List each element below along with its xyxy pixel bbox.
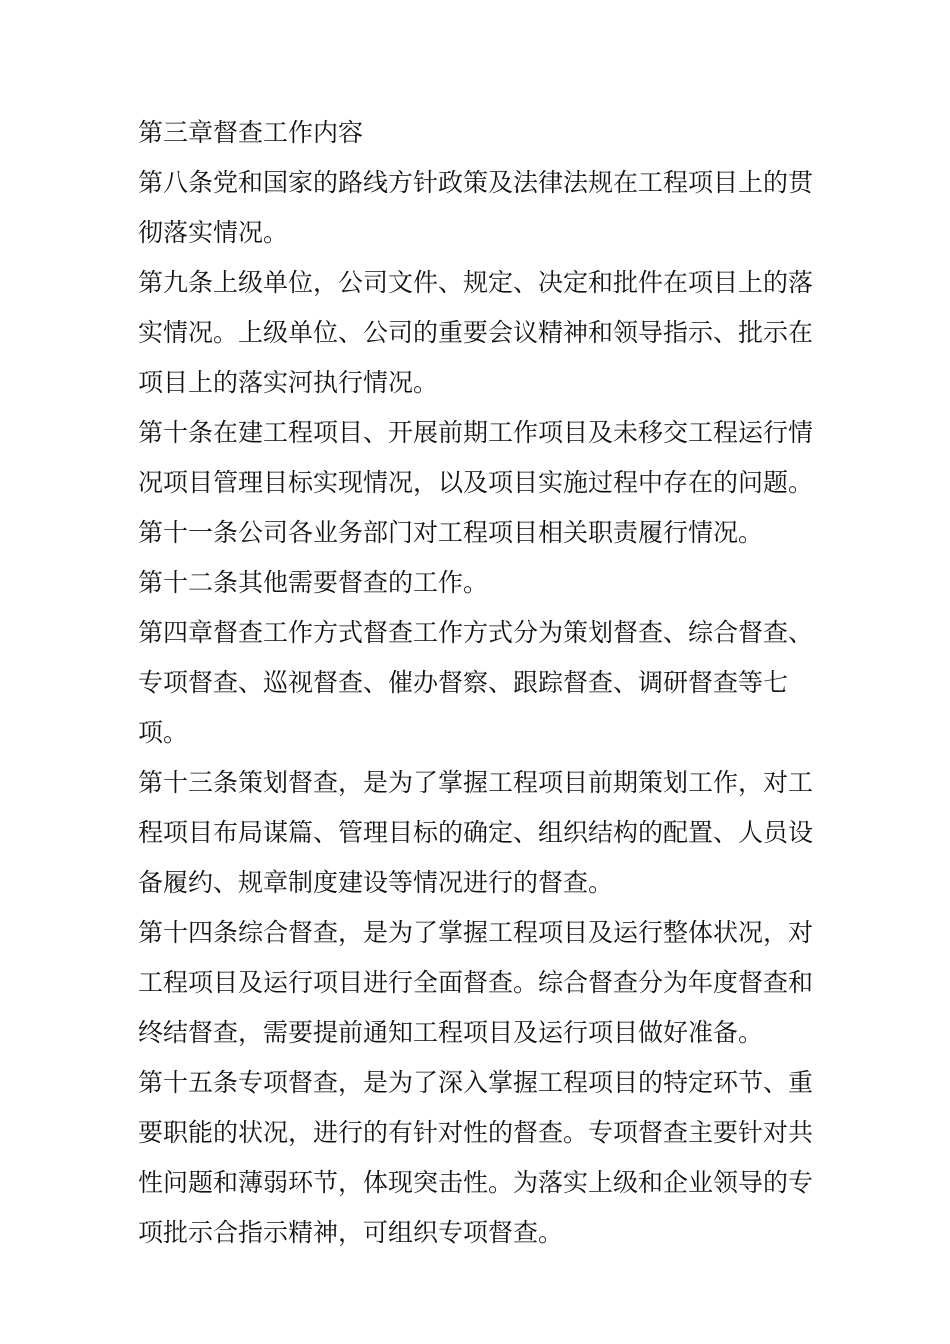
chapter-3-heading: 第三章督查工作内容 — [138, 118, 364, 147]
article-14: 第十四条综合督查，是为了掌握工程项目及运行整体状况，对 工程项目及运行项目进行全面督查。综合督查分为年度督查和 终结督查，需要提前通知工程项目及运行项目做好准备。 — [138, 918, 814, 1047]
article-12: 第十二条其他需要督查的工作。 — [138, 568, 489, 597]
article-11: 第十一条公司各业务部门对工程项目相关职责履行情况。 — [138, 518, 764, 547]
article-13: 第十三条策划督查，是为了掌握工程项目前期策划工作，对工 程项目布局谋篇、管理目标的确定、组织结构的配置、人员设 备履约、规章制度建设等情况进行的督查。 — [138, 768, 814, 897]
article-9: 第九条上级单位，公司文件、规定、决定和批件在项目上的落 实情况。上级单位、公司的重要会议精神和领导指示、批示在 项目上的落实河执行情况。 — [138, 268, 814, 397]
article-10: 第十条在建工程项目、开展前期工作项目及未移交工程运行情 况项目管理目标实现情况，以及项目实施过程中存在的问题。 — [138, 418, 814, 497]
chapter-4-paragraph: 第四章督查工作方式督查工作方式分为策划督查、综合督查、 专项督查、巡视督查、催办督察、跟踪督查、调研督查等七项。 — [138, 618, 814, 747]
article-15: 第十五条专项督查，是为了深入掌握工程项目的特定环节、重 要职能的状况，进行的有针对性的督查。专项督查主要针对共 性问题和薄弱环节，体现突击性。为落实上级和企业领导的专 项批示合指示精神，可组织专项督查。 — [138, 1068, 814, 1247]
article-8: 第八条党和国家的路线方针政策及法律法规在工程项目上的贯 彻落实情况。 — [138, 168, 814, 247]
document-body — [138, 108, 832, 1258]
